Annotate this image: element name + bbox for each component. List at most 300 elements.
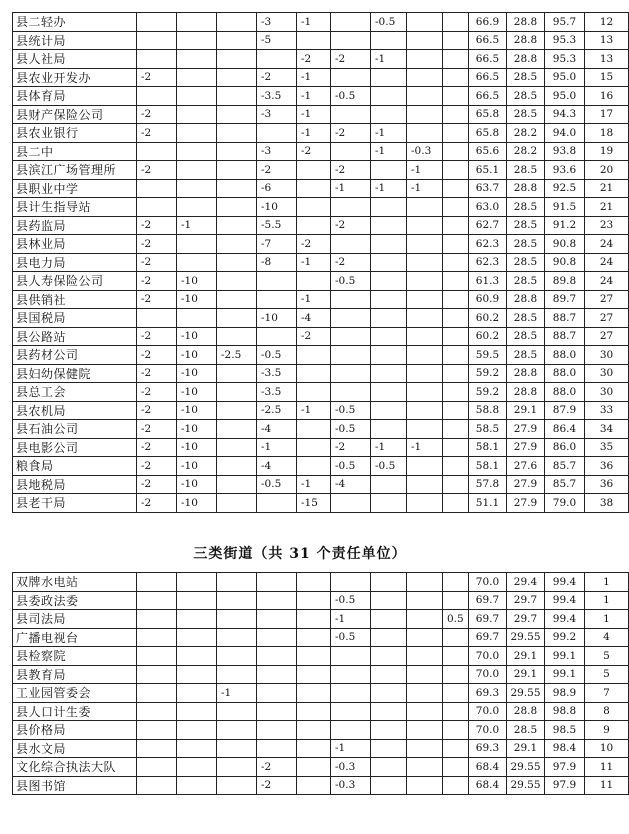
table-cell	[331, 346, 371, 365]
unit-name-cell: 县老干局	[13, 494, 137, 513]
table-cell: 63.7	[469, 179, 507, 198]
unit-name-cell: 县农业开发办	[13, 68, 137, 87]
table-cell	[443, 272, 469, 291]
table-cell: -1	[371, 50, 407, 69]
table-cell: -2	[137, 290, 177, 309]
table-cell	[257, 610, 297, 629]
unit-name-cell: 县滨江广场管理所	[13, 161, 137, 180]
table-cell: -2	[297, 235, 331, 254]
table-cell: 99.4	[545, 591, 585, 610]
table-cell	[407, 647, 443, 666]
table-cell	[297, 573, 331, 592]
table-cell: -0.5	[331, 591, 371, 610]
table-cell: 34	[585, 420, 629, 439]
table-cell: -10	[177, 475, 217, 494]
table-cell	[331, 68, 371, 87]
table-cell: 51.1	[469, 494, 507, 513]
table-cell: -2	[137, 401, 177, 420]
table-cell: 28.5	[507, 309, 545, 328]
table-cell	[407, 383, 443, 402]
table-cell: 66.5	[469, 50, 507, 69]
table-cell	[217, 309, 257, 328]
table-cell	[331, 573, 371, 592]
table-cell: 27.9	[507, 438, 545, 457]
table-cell: -4	[257, 457, 297, 476]
table-cell: -1	[297, 253, 331, 272]
table-cell: -2.5	[257, 401, 297, 420]
table-cell	[331, 665, 371, 684]
table-cell: -2	[137, 420, 177, 439]
table-cell: 1	[585, 591, 629, 610]
table-cell	[217, 87, 257, 106]
table-cell: -2	[137, 272, 177, 291]
table-row	[13, 253, 629, 272]
table-cell	[217, 665, 257, 684]
table-cell	[371, 573, 407, 592]
table-cell: 27.6	[507, 457, 545, 476]
table-cell: 99.1	[545, 647, 585, 666]
table-cell: -0.5	[331, 628, 371, 647]
table-cell: -0.5	[331, 457, 371, 476]
table-cell: 59.2	[469, 383, 507, 402]
table-cell: 30	[585, 364, 629, 383]
table-row	[13, 87, 629, 106]
table-cell	[217, 198, 257, 217]
table-cell	[137, 179, 177, 198]
table-cell: -5.5	[257, 216, 297, 235]
table-cell	[177, 665, 217, 684]
table-row	[13, 383, 629, 402]
table-cell: 28.8	[507, 31, 545, 50]
table-cell	[371, 198, 407, 217]
table-cell: -2	[137, 383, 177, 402]
unit-name-cell: 县林业局	[13, 235, 137, 254]
table-cell: -3.5	[257, 87, 297, 106]
table-cell: 91.2	[545, 216, 585, 235]
table-cell: 28.8	[507, 179, 545, 198]
table-row	[13, 327, 629, 346]
table-cell	[217, 124, 257, 143]
table-row	[13, 702, 629, 721]
table-cell	[371, 758, 407, 777]
table-cell	[371, 721, 407, 740]
table-cell: -0.5	[331, 401, 371, 420]
table-cell: 60.9	[469, 290, 507, 309]
table-cell: 58.5	[469, 420, 507, 439]
table-cell	[407, 309, 443, 328]
table-row	[13, 457, 629, 476]
table-cell: -1	[331, 739, 371, 758]
table-cell	[297, 272, 331, 291]
table-cell: -1	[407, 438, 443, 457]
table-cell	[137, 309, 177, 328]
table-cell	[297, 420, 331, 439]
unit-name-cell: 县二轻办	[13, 13, 137, 32]
unit-name-cell: 县人口计生委	[13, 702, 137, 721]
table-cell	[443, 758, 469, 777]
unit-name-cell: 县司法局	[13, 610, 137, 629]
table-cell	[177, 142, 217, 161]
table-cell: 35	[585, 438, 629, 457]
table-cell: 13	[585, 50, 629, 69]
table-cell	[407, 591, 443, 610]
table-cell	[371, 739, 407, 758]
table-cell: 86.4	[545, 420, 585, 439]
table-row	[13, 50, 629, 69]
table-cell: 11	[585, 758, 629, 777]
table-cell: 27	[585, 290, 629, 309]
table-cell	[297, 702, 331, 721]
unit-name-cell: 县电力局	[13, 253, 137, 272]
table-cell: 29.55	[507, 684, 545, 703]
table-row	[13, 179, 629, 198]
table-cell: 95.0	[545, 68, 585, 87]
table-cell: 85.7	[545, 475, 585, 494]
table-cell: 62.3	[469, 253, 507, 272]
table-cell	[177, 647, 217, 666]
table-cell: 58.8	[469, 401, 507, 420]
table-cell: 98.9	[545, 684, 585, 703]
table-cell: 30	[585, 346, 629, 365]
table-cell: 29.55	[507, 758, 545, 777]
table-cell	[407, 457, 443, 476]
unit-name-cell: 县总工会	[13, 383, 137, 402]
table-cell: 88.7	[545, 327, 585, 346]
table-cell	[443, 179, 469, 198]
table-cell	[177, 591, 217, 610]
table-cell	[407, 31, 443, 50]
table-cell	[257, 290, 297, 309]
table-cell	[177, 13, 217, 32]
table-cell	[297, 438, 331, 457]
table-cell: 29.1	[507, 665, 545, 684]
table-cell	[407, 401, 443, 420]
table-cell	[371, 776, 407, 795]
table-cell: 97.9	[545, 758, 585, 777]
table-cell	[331, 327, 371, 346]
table-cell	[443, 290, 469, 309]
table-cell	[407, 758, 443, 777]
table-cell: -10	[177, 327, 217, 346]
table-cell	[217, 327, 257, 346]
table-row	[13, 776, 629, 795]
table-cell: 38	[585, 494, 629, 513]
table-cell: 69.3	[469, 684, 507, 703]
table-cell	[177, 721, 217, 740]
table-row	[13, 198, 629, 217]
table-cell: 0.5	[443, 610, 469, 629]
table-cell	[217, 364, 257, 383]
table-cell: -4	[297, 309, 331, 328]
table-cell: 98.4	[545, 739, 585, 758]
table-cell: -10	[177, 420, 217, 439]
table-cell: -10	[177, 364, 217, 383]
table-cell	[331, 142, 371, 161]
table-cell: 27	[585, 309, 629, 328]
table-cell: 28.5	[507, 216, 545, 235]
table-row	[13, 628, 629, 647]
table-cell	[443, 494, 469, 513]
table-cell	[443, 216, 469, 235]
table-cell	[331, 31, 371, 50]
table-cell	[217, 401, 257, 420]
table-cell	[137, 702, 177, 721]
table-row	[13, 272, 629, 291]
table-cell	[371, 253, 407, 272]
table-cell	[177, 573, 217, 592]
table-cell: 59.2	[469, 364, 507, 383]
table-cell: 28.8	[507, 13, 545, 32]
unit-name-cell: 粮食局	[13, 457, 137, 476]
table-cell	[297, 721, 331, 740]
table-cell	[297, 610, 331, 629]
table-cell: 59.5	[469, 346, 507, 365]
table-cell	[371, 475, 407, 494]
table-cell: 70.0	[469, 702, 507, 721]
table-cell: 70.0	[469, 647, 507, 666]
table-cell	[407, 327, 443, 346]
table-cell	[371, 610, 407, 629]
table-cell	[371, 647, 407, 666]
table-cell: -2	[331, 50, 371, 69]
table-cell: -2	[137, 216, 177, 235]
table-cell: -15	[297, 494, 331, 513]
table-cell: 28.5	[507, 272, 545, 291]
table-cell	[443, 13, 469, 32]
table-body-lower	[13, 573, 629, 795]
table-cell: -2	[137, 235, 177, 254]
table-cell	[217, 13, 257, 32]
table-cell: -1	[297, 87, 331, 106]
table-cell: -10	[177, 383, 217, 402]
table-cell: 24	[585, 272, 629, 291]
table-cell	[331, 721, 371, 740]
table-cell	[177, 87, 217, 106]
unit-name-cell: 县地税局	[13, 475, 137, 494]
table-cell: -3	[257, 142, 297, 161]
table-row	[13, 647, 629, 666]
unit-name-cell: 县人社局	[13, 50, 137, 69]
table-cell	[443, 591, 469, 610]
table-cell: -1	[371, 438, 407, 457]
table-cell: 62.3	[469, 235, 507, 254]
table-cell	[257, 665, 297, 684]
table-cell	[331, 309, 371, 328]
table-cell: 69.3	[469, 739, 507, 758]
table-cell	[217, 475, 257, 494]
table-cell: 65.1	[469, 161, 507, 180]
table-cell	[371, 105, 407, 124]
table-cell: 89.8	[545, 272, 585, 291]
table-cell: 29.1	[507, 401, 545, 420]
table-row	[13, 31, 629, 50]
table-cell: 69.7	[469, 628, 507, 647]
table-cell: -2	[331, 253, 371, 272]
table-cell	[257, 591, 297, 610]
table-cell: 88.0	[545, 364, 585, 383]
table-row	[13, 665, 629, 684]
unit-name-cell: 县石油公司	[13, 420, 137, 439]
table-cell: -2	[137, 475, 177, 494]
table-cell	[137, 758, 177, 777]
table-row	[13, 290, 629, 309]
table-cell: -1	[331, 610, 371, 629]
unit-name-cell: 县药材公司	[13, 346, 137, 365]
table-cell: -0.5	[371, 457, 407, 476]
table-cell: 27	[585, 327, 629, 346]
unit-name-cell: 县统计局	[13, 31, 137, 50]
table-cell: -10	[177, 457, 217, 476]
table-cell	[137, 198, 177, 217]
unit-name-cell: 县委政法委	[13, 591, 137, 610]
table-cell	[177, 235, 217, 254]
table-cell: -1	[217, 684, 257, 703]
table-cell	[443, 684, 469, 703]
table-cell	[371, 290, 407, 309]
table-cell	[217, 383, 257, 402]
table-cell	[331, 702, 371, 721]
table-cell	[137, 739, 177, 758]
table-cell	[371, 87, 407, 106]
unit-name-cell: 文化综合执法大队	[13, 758, 137, 777]
table-cell: 79.0	[545, 494, 585, 513]
table-cell	[217, 50, 257, 69]
table-row	[13, 68, 629, 87]
table-cell	[217, 68, 257, 87]
table-cell	[217, 628, 257, 647]
table-cell	[371, 364, 407, 383]
table-cell	[177, 758, 217, 777]
table-cell	[407, 475, 443, 494]
table-cell: -1	[297, 290, 331, 309]
table-cell	[297, 346, 331, 365]
table-cell: -2	[297, 50, 331, 69]
table-row	[13, 739, 629, 758]
table-cell: 94.3	[545, 105, 585, 124]
table-cell	[177, 179, 217, 198]
table-cell: 29.7	[507, 610, 545, 629]
table-cell	[443, 573, 469, 592]
table-cell: 86.0	[545, 438, 585, 457]
table-cell	[217, 591, 257, 610]
table-cell: -2	[137, 68, 177, 87]
table-cell: -0.3	[331, 758, 371, 777]
table-cell	[297, 161, 331, 180]
table-cell: 16	[585, 87, 629, 106]
table-cell	[407, 420, 443, 439]
table-cell: -2	[297, 327, 331, 346]
table-cell: -3.5	[257, 383, 297, 402]
table-cell	[443, 198, 469, 217]
table-cell	[137, 684, 177, 703]
table-cell	[407, 105, 443, 124]
table-cell	[177, 68, 217, 87]
table-cell: -0.5	[331, 87, 371, 106]
table-cell	[407, 628, 443, 647]
table-cell: -3	[257, 13, 297, 32]
table-cell	[371, 684, 407, 703]
table-cell	[177, 684, 217, 703]
table-cell: 28.8	[507, 702, 545, 721]
table-cell	[217, 758, 257, 777]
table-cell	[257, 50, 297, 69]
table-row	[13, 346, 629, 365]
unit-name-cell: 县体育局	[13, 87, 137, 106]
table-cell	[217, 457, 257, 476]
table-cell	[217, 290, 257, 309]
table-cell	[443, 309, 469, 328]
table-cell	[257, 628, 297, 647]
table-cell	[443, 383, 469, 402]
table-cell	[217, 253, 257, 272]
table-cell	[407, 573, 443, 592]
table-cell: 28.8	[507, 364, 545, 383]
table-cell: 65.8	[469, 105, 507, 124]
table-cell	[297, 665, 331, 684]
unit-name-cell: 县二中	[13, 142, 137, 161]
table-cell	[217, 610, 257, 629]
table-cell: 28.5	[507, 346, 545, 365]
table-cell: 24	[585, 235, 629, 254]
table-cell	[177, 161, 217, 180]
table-cell	[137, 591, 177, 610]
table-cell: 5	[585, 647, 629, 666]
table-cell	[407, 610, 443, 629]
table-cell	[371, 702, 407, 721]
table-cell	[297, 383, 331, 402]
table-row	[13, 721, 629, 740]
table-cell	[443, 739, 469, 758]
table-cell	[137, 87, 177, 106]
table-cell	[371, 161, 407, 180]
table-cell	[371, 31, 407, 50]
table-cell	[407, 13, 443, 32]
table-cell	[407, 68, 443, 87]
unit-name-cell: 工业园管委会	[13, 684, 137, 703]
table-cell: 28.2	[507, 124, 545, 143]
table-cell	[331, 198, 371, 217]
table-cell: 62.7	[469, 216, 507, 235]
table-row	[13, 216, 629, 235]
table-cell	[331, 684, 371, 703]
table-cell: 88.0	[545, 383, 585, 402]
table-cell: 93.8	[545, 142, 585, 161]
table-cell: -2	[137, 364, 177, 383]
table-cell: -1	[297, 124, 331, 143]
table-cell: -1	[371, 179, 407, 198]
table-cell	[297, 179, 331, 198]
table-cell	[407, 272, 443, 291]
table-cell: -2	[137, 161, 177, 180]
unit-name-cell: 县公路站	[13, 327, 137, 346]
table-cell: 28.5	[507, 235, 545, 254]
table-cell: 19	[585, 142, 629, 161]
table-cell	[177, 253, 217, 272]
table-cell	[177, 702, 217, 721]
table-cell: 29.7	[507, 591, 545, 610]
table-cell: -2	[297, 142, 331, 161]
table-cell	[137, 647, 177, 666]
table-cell	[371, 68, 407, 87]
table-cell: -6	[257, 179, 297, 198]
table-cell	[297, 758, 331, 777]
table-cell	[297, 31, 331, 50]
table-cell: 15	[585, 68, 629, 87]
table-cell: -0.5	[371, 13, 407, 32]
table-cell	[443, 647, 469, 666]
table-cell	[217, 420, 257, 439]
table-cell: -2	[137, 253, 177, 272]
